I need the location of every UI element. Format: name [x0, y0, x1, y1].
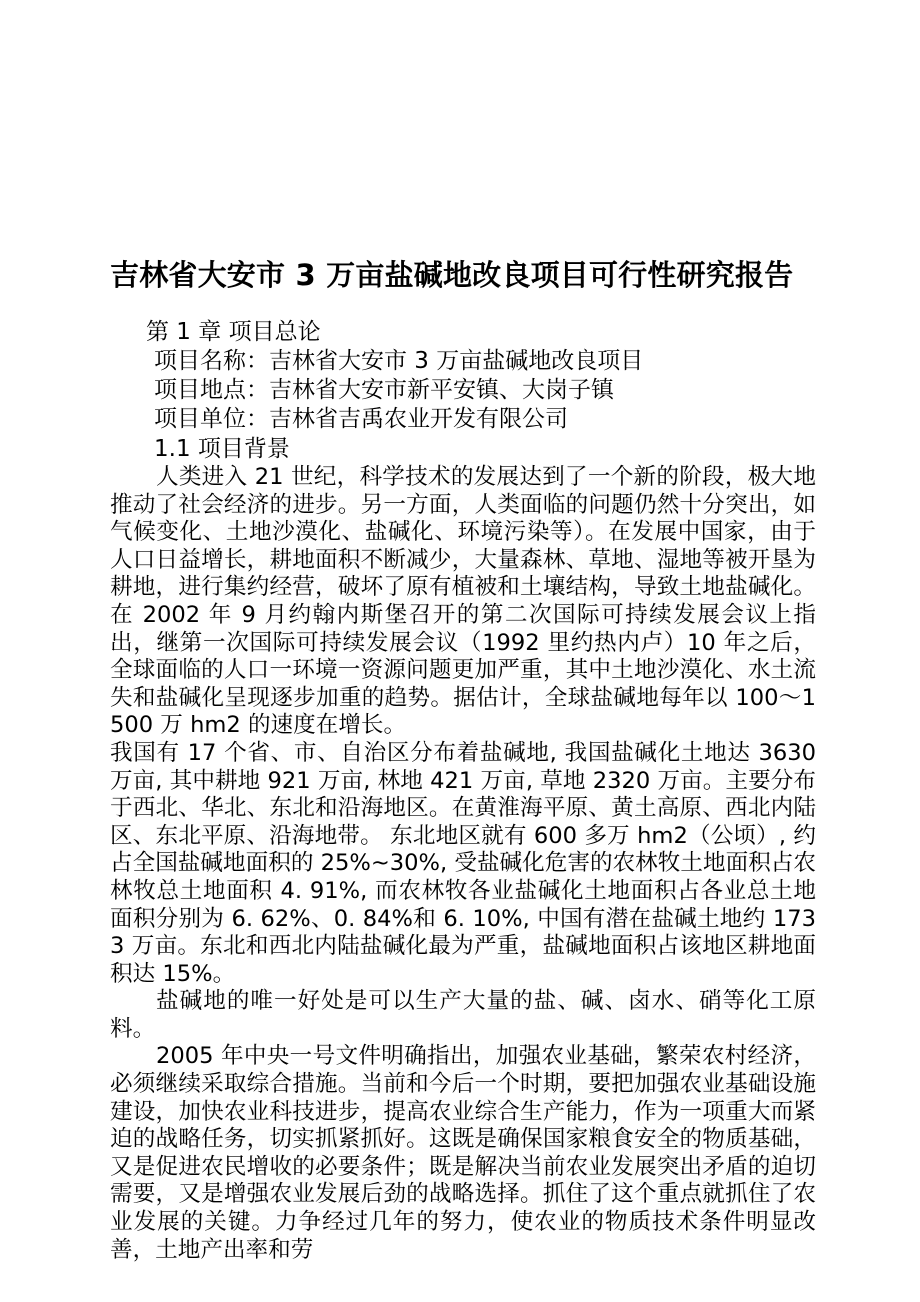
body-paragraph: 人类进入 21 世纪，科学技术的发展达到了一个新的阶段，极大地推动了社会经济的进步。另一方面，人类面临的问题仍然十分突出，如气候变化、土地沙漠化、盐碱化、环境污染等）。在发展中国家，由于人口日益增长，耕地面积不断减少，大量森林、草地、湿地等被开垦为耕地，进行集约经营，破坏了原有植被和土壤结构，导致土地盐碱化。在 2002 年 9 月约翰内斯堡召开的第二次国际可持续发展会议上指出，继第一次国际可持续发展会议（1992 里约热内卢）10 年之后，全球面临的人口一环境一资源问题更加严重，其中土地沙漠化、水土流失和盐碱化呈现逐步加重的趋势。据估计，全球盐碱地每年以 100～1500 万 hm2 的速度在增长。 — [110, 464, 816, 739]
body-paragraph: 盐碱地的唯一好处是可以生产大量的盐、碱、卤水、硝等化工原料。 — [110, 988, 816, 1042]
body-paragraph: 我国有 17 个省、市、自治区分布着盐碱地, 我国盐碱化土地达 3630 万亩, 其中耕地 921 万亩, 林地 421 万亩, 草地 2320 万亩。主要分布于西北、华北、东北和沿海地区。在黄淮海平原、黄土高原、西北内陆区、东北平原、沿海地带。 东北地区就有 600 多万 hm2（公顷）, 约占全国盐碱地面积的 25%~30%, 受盐碱化危害的农林牧土地面积占农林牧总土地面积 4. 91%, 而农林牧各业盐碱化土地面积占各业总土地面积分别为 6. 62%、0. 84%和 6. 10%, 中国有潜在盐碱土地约 1733 万亩。东北和西北内陆盐碱化最为严重，盐碱地面积占该地区耕地面积达 15%。 — [110, 739, 816, 987]
project-location-line: 项目地点：吉林省大安市新平安镇、大岗子镇 — [154, 377, 614, 403]
page-title: 吉林省大安市 3 万亩盐碱地改良项目可行性研究报告 — [110, 258, 794, 292]
document-body — [110, 255, 816, 1264]
body-paragraph: 2005 年中央一号文件明确指出，加强农业基础，繁荣农村经济，必须继续采取综合措施。当前和今后一个时期，要把加强农业基础设施建设，加快农业科技进步，提高农业综合生产能力，作为一项重大而紧迫的战略任务，切实抓紧抓好。这既是确保国家粮食安全的物质基础，又是促进农民增收的必要条件；既是解决当前农业发展突出矛盾的迫切需要，又是增强农业发展后劲的战略选择。抓住了这个重点就抓住了农业发展的关键。力争经过几年的努力，使农业的物质技术条件明显改善，土地产出率和劳 — [110, 1043, 816, 1263]
section-heading-1-1: 1.1 项目背景 — [154, 436, 290, 462]
project-name-line: 项目名称：吉林省大安市 3 万亩盐碱地改良项目 — [154, 348, 644, 374]
chapter-heading: 第 1 章 项目总论 — [146, 319, 321, 345]
project-unit-line: 项目单位：吉林省吉禹农业开发有限公司 — [154, 406, 568, 432]
